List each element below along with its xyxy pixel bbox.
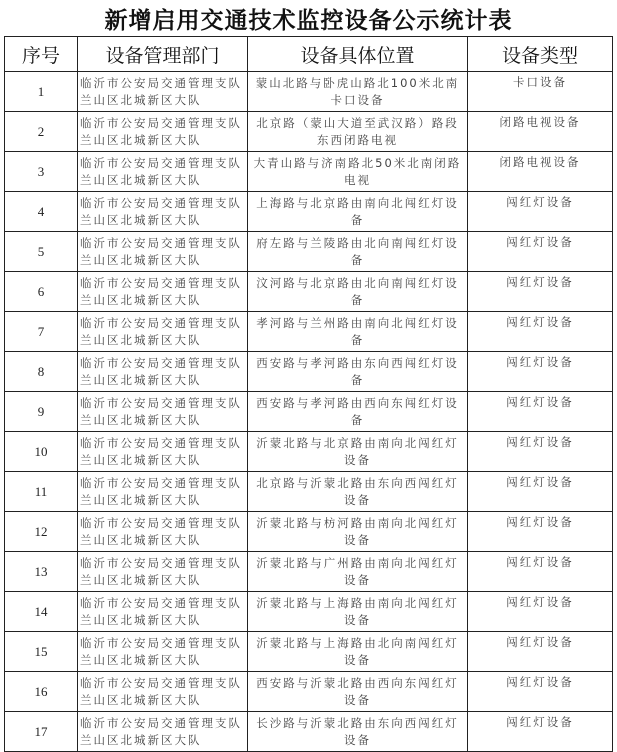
table-row [5,512,613,552]
row-number: 1 [5,72,78,112]
header-department: 设备管理部门 [78,37,248,72]
row-department: 临沂市公安局交通管理支队兰山区北城新区大队 [78,152,248,192]
table-row [5,552,613,592]
row-department: 临沂市公安局交通管理支队兰山区北城新区大队 [78,472,248,512]
row-location: 长沙路与沂蒙北路由东向西闯红灯设备 [248,712,468,752]
row-number: 13 [5,552,78,592]
row-type: 闯红灯设备 [468,672,613,712]
row-type: 闯红灯设备 [468,632,613,672]
row-department: 临沂市公安局交通管理支队兰山区北城新区大队 [78,432,248,472]
row-number: 15 [5,632,78,672]
row-number: 8 [5,352,78,392]
row-department: 临沂市公安局交通管理支队兰山区北城新区大队 [78,712,248,752]
row-number: 12 [5,512,78,552]
table-row [5,112,613,152]
table-row [5,712,613,752]
row-department: 临沂市公安局交通管理支队兰山区北城新区大队 [78,352,248,392]
row-number: 6 [5,272,78,312]
row-type: 卡口设备 [468,72,613,112]
table-row [5,352,613,392]
row-location: 西安路与沂蒙北路由西向东闯红灯设备 [248,672,468,712]
row-type: 闭路电视设备 [468,112,613,152]
row-department: 临沂市公安局交通管理支队兰山区北城新区大队 [78,112,248,152]
row-department: 临沂市公安局交通管理支队兰山区北城新区大队 [78,272,248,312]
table-row [5,432,613,472]
table-row [5,232,613,272]
row-number: 5 [5,232,78,272]
row-type: 闯红灯设备 [468,232,613,272]
table-row [5,72,613,112]
row-type: 闯红灯设备 [468,192,613,232]
row-location: 大青山路与济南路北50米北南闭路电视 [248,152,468,192]
row-number: 11 [5,472,78,512]
row-type: 闯红灯设备 [468,352,613,392]
table-header-row [5,37,613,72]
row-location: 蒙山北路与卧虎山路北100米北南卡口设备 [248,72,468,112]
table-row [5,632,613,672]
row-department: 临沂市公安局交通管理支队兰山区北城新区大队 [78,512,248,552]
row-location: 沂蒙北路与上海路由北向南闯红灯设备 [248,632,468,672]
row-location: 孝河路与兰州路由南向北闯红灯设备 [248,312,468,352]
table-row [5,392,613,432]
row-department: 临沂市公安局交通管理支队兰山区北城新区大队 [78,392,248,432]
row-location: 北京路与沂蒙北路由东向西闯红灯设备 [248,472,468,512]
row-location: 北京路（蒙山大道至武汉路）路段东西闭路电视 [248,112,468,152]
table-row [5,472,613,512]
table-row [5,312,613,352]
row-department: 临沂市公安局交通管理支队兰山区北城新区大队 [78,672,248,712]
row-number: 3 [5,152,78,192]
row-number: 2 [5,112,78,152]
row-type: 闯红灯设备 [468,512,613,552]
row-type: 闯红灯设备 [468,312,613,352]
row-location: 西安路与孝河路由东向西闯红灯设备 [248,352,468,392]
row-location: 上海路与北京路由南向北闯红灯设备 [248,192,468,232]
row-number: 7 [5,312,78,352]
row-number: 17 [5,712,78,752]
row-location: 沂蒙北路与枋河路由南向北闯红灯设备 [248,512,468,552]
row-location: 西安路与孝河路由西向东闯红灯设备 [248,392,468,432]
row-department: 临沂市公安局交通管理支队兰山区北城新区大队 [78,192,248,232]
header-number: 序号 [5,37,78,72]
table-row [5,592,613,632]
row-number: 9 [5,392,78,432]
table-row [5,152,613,192]
row-number: 14 [5,592,78,632]
row-type: 闭路电视设备 [468,152,613,192]
row-type: 闯红灯设备 [468,272,613,312]
row-location: 沂蒙北路与广州路由南向北闯红灯设备 [248,552,468,592]
row-department: 临沂市公安局交通管理支队兰山区北城新区大队 [78,592,248,632]
row-number: 4 [5,192,78,232]
row-department: 临沂市公安局交通管理支队兰山区北城新区大队 [78,632,248,672]
header-location: 设备具体位置 [248,37,468,72]
table-row [5,672,613,712]
row-type: 闯红灯设备 [468,432,613,472]
row-number: 16 [5,672,78,712]
page-title: 新增启用交通技术监控设备公示统计表 [104,7,513,34]
row-type: 闯红灯设备 [468,472,613,512]
row-location: 沂蒙北路与北京路由南向北闯红灯设备 [248,432,468,472]
row-type: 闯红灯设备 [468,592,613,632]
row-department: 临沂市公安局交通管理支队兰山区北城新区大队 [78,552,248,592]
row-location: 沂蒙北路与上海路由南向北闯红灯设备 [248,592,468,632]
device-table [4,36,613,752]
table-row [5,192,613,232]
row-location: 府左路与兰陵路由北向南闯红灯设备 [248,232,468,272]
row-type: 闯红灯设备 [468,392,613,432]
row-type: 闯红灯设备 [468,712,613,752]
row-department: 临沂市公安局交通管理支队兰山区北城新区大队 [78,232,248,272]
row-location: 汶河路与北京路由北向南闯红灯设备 [248,272,468,312]
row-type: 闯红灯设备 [468,552,613,592]
row-department: 临沂市公安局交通管理支队兰山区北城新区大队 [78,312,248,352]
header-type: 设备类型 [468,37,613,72]
row-department: 临沂市公安局交通管理支队兰山区北城新区大队 [78,72,248,112]
row-number: 10 [5,432,78,472]
table-row [5,272,613,312]
